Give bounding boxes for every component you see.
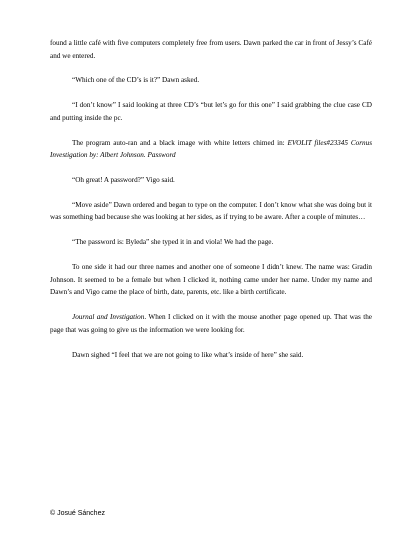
copyright-footer: © Josué Sánchez xyxy=(50,510,105,517)
paragraph-3 xyxy=(50,99,372,124)
paragraph-2 xyxy=(50,74,372,87)
paragraph-5 xyxy=(50,174,372,187)
paragraph-1-text: found a little café with five computers completely free from users. Dawn parked the car in front of Jessy’s Café and we entered. xyxy=(50,39,372,60)
paragraph-5-text: “Oh great! A password?” Vigo said. xyxy=(72,176,175,185)
paragraph-10 xyxy=(50,349,372,362)
paragraph-7-text: “The password is: Byleda” she typed it in and viola! We had the page. xyxy=(72,238,274,247)
paragraph-9-italic-text: Journal and Invstigation xyxy=(72,313,145,322)
paragraph-8-text: To one side it had our three names and another one of someone I didn’t knew. The name was: Gradin Johnson. It seemed to be a female but when I clicked it, nothing came under her name. Under my name and Dawn’s and Vigo came the place of birth, date, parents, etc. like a birth certificate. xyxy=(50,263,372,297)
paragraph-6-text: “Move aside” Dawn ordered and began to type on the computer. I don’t know what she was doing but it was something bad because she was looking at her sides, as if trying to be aware. After a couple of minutes… xyxy=(50,200,372,222)
paragraph-9-text: . When I clicked on it with the mouse another page opened up. That was the page that was going to give us the information we were looking for. xyxy=(50,313,372,334)
paragraph-6 xyxy=(50,199,372,224)
paragraph-1 xyxy=(50,37,372,62)
paragraph-2-text: “Which one of the CD’s is it?” Dawn asked. xyxy=(72,76,200,85)
paragraph-10-text: Dawn sighed “I feel that we are not going to like what’s inside of here” she said. xyxy=(72,350,304,359)
paragraph-3-text: “I don’t know” I said looking at three CD’s “but let’s go for this one” I said grabbing the clue case CD and putting inside the pc. xyxy=(50,101,372,122)
paragraph-9 xyxy=(50,311,372,336)
paragraph-8 xyxy=(50,261,372,299)
paragraph-7 xyxy=(50,236,372,249)
paragraph-4-italic-text: EVOLIT files#23345 Cornus Investigation by: Albert Johnson. Password xyxy=(50,138,372,160)
document-body xyxy=(50,37,372,373)
paragraph-4-text: The program auto-ran and a black image with white letters chimed in: xyxy=(72,138,288,147)
paragraph-4 xyxy=(50,137,372,162)
